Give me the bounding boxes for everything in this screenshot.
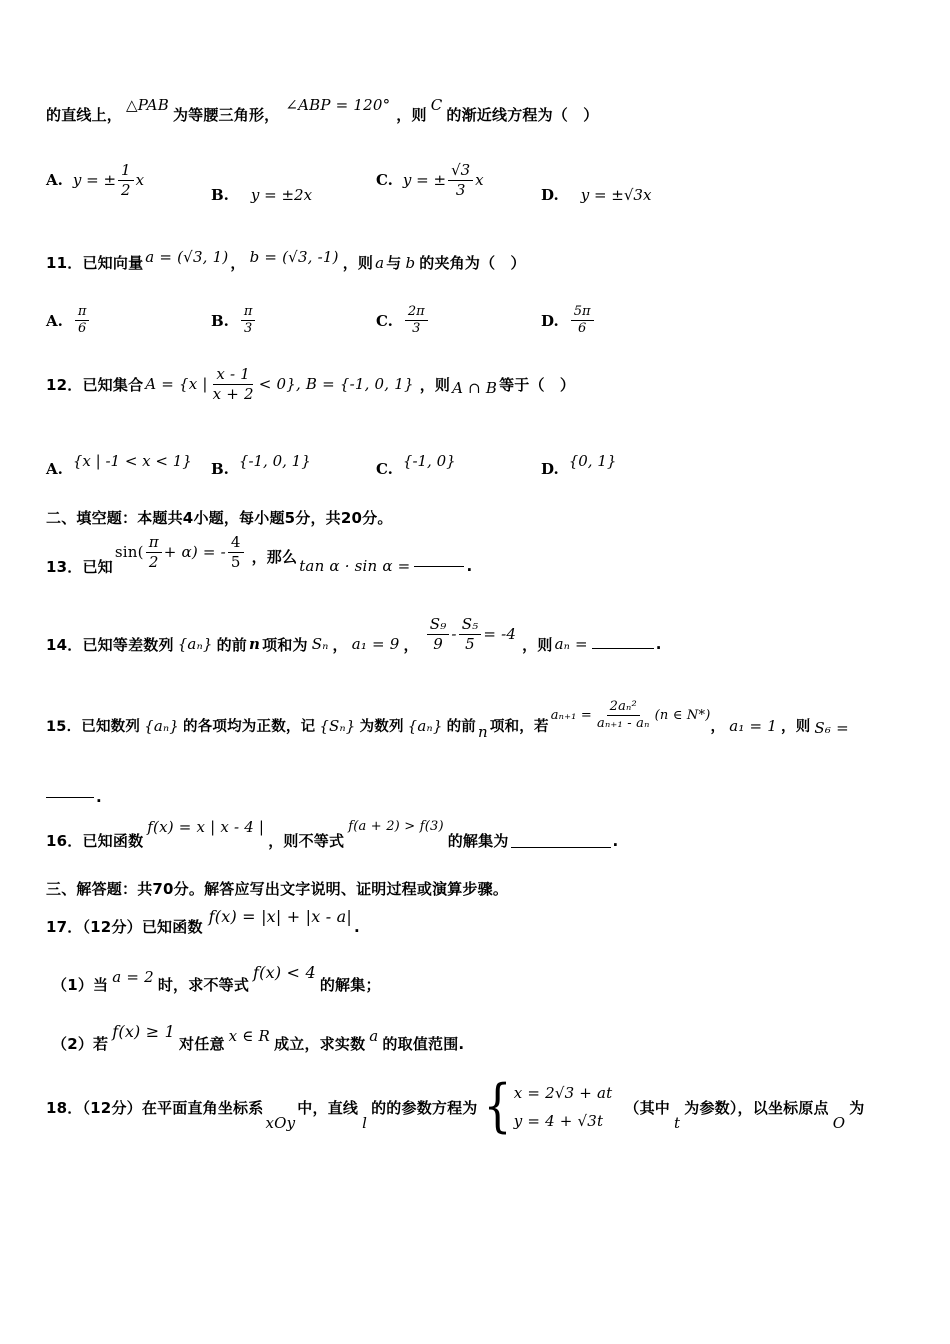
q18-text-3: （其中	[624, 1098, 671, 1117]
q17-stem	[46, 906, 920, 936]
option-math: {x | -1 < x < 1}	[72, 452, 192, 470]
q16-answer-blank[interactable]	[511, 846, 611, 848]
option-label: C.	[376, 171, 393, 189]
q11-math-b: b	[405, 253, 416, 272]
q11-number: 11．已知向量	[46, 254, 144, 272]
option-label: D.	[541, 460, 559, 478]
q17-p2-math-domain: x ∈ R	[228, 1026, 271, 1045]
q10-text-2: 为等腰三角形，	[172, 106, 280, 124]
q11-stem	[46, 247, 920, 273]
q18-math-t: t	[674, 1114, 681, 1132]
q18-text-1: 中，直线	[297, 1098, 359, 1117]
option-math: {-1, 0}	[402, 452, 456, 470]
option-math: $\frac{\pi}{3}$	[241, 305, 256, 337]
q12-stem	[46, 366, 920, 402]
q18-text-5: 为	[849, 1098, 865, 1117]
q15-text-4: 项和，若	[489, 719, 549, 736]
option-label: B.	[211, 311, 229, 330]
q17-p2-text-2: 对任意	[179, 1035, 225, 1053]
q17-p1-math-ineq: f(x) < 4	[253, 963, 316, 982]
q16-math-function: f(x) = x | x - 4 |	[147, 817, 265, 836]
q10-option-a[interactable]	[46, 162, 144, 198]
option-math: y = ±2x	[250, 186, 313, 204]
option-math: $\frac{2\pi}{3}$	[405, 305, 428, 337]
q16-number: 16．已知函数	[46, 832, 144, 850]
q10-math-c: C	[430, 95, 443, 114]
q11-option-d[interactable]	[541, 305, 596, 337]
q14-text-3: ，	[332, 635, 348, 654]
option-label: A.	[46, 460, 63, 478]
q14-stem	[46, 616, 920, 652]
q10-text-4: 的渐近线方程为（ ）	[446, 106, 599, 124]
q17-part-1	[52, 963, 920, 994]
option-math: $\frac{5\pi}{6}$	[571, 305, 594, 337]
q13-text-2: .	[466, 557, 473, 575]
option-label: C.	[376, 311, 393, 330]
q10-stem	[46, 95, 920, 125]
q15-math-a1: a₁ = 1	[729, 716, 777, 735]
q11-option-c[interactable]	[376, 305, 430, 337]
q17-p2-text-3: 成立，求实数	[274, 1035, 366, 1053]
q16-math-inequality: f(a + 2) > f(3)	[348, 819, 444, 834]
q15-math-an-2: {aₙ}	[407, 716, 443, 735]
q15-math-recurrence: aₙ₊₁ = $\frac{\text{2aₙ²}}{\text{aₙ₊₁ - aₙ}}$ (n ∈ N*)	[550, 699, 711, 732]
q15-text-3: 的前	[446, 719, 476, 736]
option-math: y = ± $\frac{1}{2}$ x	[72, 161, 145, 199]
q14-math-an: aₙ =	[554, 635, 588, 653]
option-math: y = ±√3x	[580, 186, 652, 204]
q15-text-5: ，	[710, 719, 726, 736]
q14-text-6: .	[655, 635, 662, 653]
q17-number: 17．（12分）已知函数	[46, 918, 203, 936]
q14-text-2: 项和为	[262, 635, 308, 654]
q10-math-angle: ∠ABP = 120°	[285, 95, 391, 114]
q17-p2-text-4: 的取值范围.	[382, 1035, 465, 1053]
section-3-heading: 三、解答题：共70分。解答应写出文字说明、证明过程或演算步骤。	[46, 880, 509, 898]
q17-text-1: .	[353, 917, 360, 936]
q16-text-1: ，则不等式	[268, 832, 345, 850]
q14-text-1: 的前	[216, 635, 248, 654]
q11-math-vector-b: b = (√3, -1)	[249, 247, 339, 266]
q18-math-system: { x = 2√3 + at y = 4 + √3t	[483, 1073, 613, 1140]
q17-p1-text-2: 时，求不等式	[157, 976, 250, 994]
q18-equation-y: y = 4 + √3t	[513, 1112, 604, 1130]
option-math: $\frac{\pi}{6}$	[75, 305, 90, 337]
q12-text-2: 等于（ ）	[499, 375, 576, 394]
q15-text-2: 为数列	[359, 719, 404, 736]
q15-answer-line	[46, 788, 920, 806]
q16-text-3: .	[612, 831, 619, 850]
q10-option-c[interactable]	[376, 162, 484, 198]
q13-stem	[46, 533, 920, 576]
q18-text-2: 的的参数方程为	[371, 1098, 478, 1117]
option-math: y = ± $\frac{√3}{3}$ x	[402, 161, 484, 199]
q12-option-c[interactable]	[376, 452, 456, 478]
q11-text-3: 与	[386, 254, 402, 272]
q15-math-n: n	[478, 722, 488, 741]
q14-text-5: ，则	[522, 635, 553, 654]
q18-stem	[46, 1073, 920, 1140]
option-label: D.	[541, 186, 559, 204]
q15-math-s6: S₆ =	[814, 718, 849, 737]
q16-text-2: 的解集为	[447, 832, 509, 850]
q11-text-4: 的夹角为（ ）	[419, 254, 526, 272]
option-label: B.	[211, 460, 229, 478]
q12-number: 12．已知集合	[46, 375, 144, 394]
option-label: B.	[211, 186, 229, 204]
q14-math-a1: a₁ = 9	[351, 635, 400, 653]
q18-math-l: l	[362, 1114, 368, 1132]
q18-number: 18．（12分）在平面直角坐标系	[46, 1098, 264, 1117]
q17-p1-text-1: （1）当	[52, 976, 109, 994]
q17-part-2	[52, 1022, 920, 1053]
q18-text-4: 为参数），以坐标原点	[684, 1098, 829, 1117]
q13-number: 13．已知	[46, 557, 113, 576]
q16-stem	[46, 817, 920, 850]
q15-text-1: 的各项均为正数，记	[183, 719, 316, 736]
option-label: A.	[46, 311, 63, 330]
q14-answer-blank[interactable]	[592, 647, 654, 649]
option-label: C.	[376, 460, 393, 478]
q10-option-d[interactable]	[541, 186, 651, 204]
q12-math-sets: A = {x | $\frac{x - 1}{x + 2}$ < 0}, B = {-1, 0, 1}	[145, 365, 414, 403]
q18-math-xoy: xOy	[265, 1114, 296, 1132]
q15-math-an: {aₙ}	[144, 716, 179, 735]
option-math: {-1, 0, 1}	[238, 452, 311, 470]
q15-answer-blank[interactable]	[46, 796, 94, 798]
q13-math-equation: sin( $\frac{\pi}{2}$ + α) = - $\frac{4}{5}$	[115, 534, 246, 570]
q17-p2-math-a: a	[369, 1026, 379, 1045]
q14-math-seq: {aₙ}	[177, 635, 213, 653]
q15-stem	[46, 699, 920, 741]
q18-equation-x: x = 2√3 + at	[513, 1084, 613, 1102]
q11-text-2: ，则	[342, 254, 374, 272]
q10-text-3: ，则	[396, 106, 427, 124]
q10-text-1: 的直线上，	[46, 106, 123, 124]
q14-math-sn: Sₙ	[311, 635, 329, 653]
q10-option-b[interactable]	[211, 186, 312, 204]
q11-option-b[interactable]	[211, 305, 257, 337]
section-2-heading: 二、填空题：本题共4小题，每小题5分，共20分。	[46, 509, 393, 527]
q17-p1-text-3: 的解集；	[319, 976, 381, 994]
q17-p1-math-a: a = 2	[112, 967, 154, 986]
q17-p2-text-1: （2）若	[52, 1035, 109, 1053]
q12-option-a[interactable]	[46, 452, 192, 478]
q12-text-1: ，则	[419, 375, 451, 394]
q18-math-o: O	[832, 1114, 846, 1132]
q14-number: 14．已知等差数列	[46, 635, 174, 654]
q12-option-b[interactable]	[211, 452, 311, 478]
q13-text-1: ，那么	[251, 547, 298, 566]
q15-number: 15．已知数列	[46, 719, 141, 736]
q14-text-4: ，	[403, 635, 419, 654]
q11-text-1: ，	[230, 254, 246, 272]
q11-option-a[interactable]	[46, 305, 91, 337]
q15-text-tail: .	[96, 788, 102, 806]
option-math: {0, 1}	[568, 452, 617, 470]
option-label: D.	[541, 311, 559, 330]
q17-p2-math-ineq: f(x) ≥ 1	[112, 1022, 176, 1041]
q14-math-ratio: $\frac{\text{S₉}}{9}$ - $\frac{\text{S₅}}{5}$ = -4	[425, 616, 516, 652]
q12-math-intersection: A ∩ B	[452, 379, 498, 397]
q10-math-triangle: △PAB	[126, 95, 169, 114]
q11-math-a: a	[375, 253, 385, 272]
q13-answer-blank[interactable]	[414, 565, 464, 567]
option-label: A.	[46, 171, 63, 189]
q12-option-d[interactable]	[541, 452, 617, 478]
q17-math-function: f(x) = |x| + |x - a|	[208, 907, 352, 926]
q11-math-vector-a: a = (√3, 1)	[145, 247, 229, 266]
q13-math-target: tan α · sin α =	[299, 557, 411, 575]
q15-text-6: ，则	[781, 719, 811, 736]
q15-math-sn: {Sₙ}	[319, 716, 356, 735]
q14-math-n: n	[249, 635, 261, 653]
